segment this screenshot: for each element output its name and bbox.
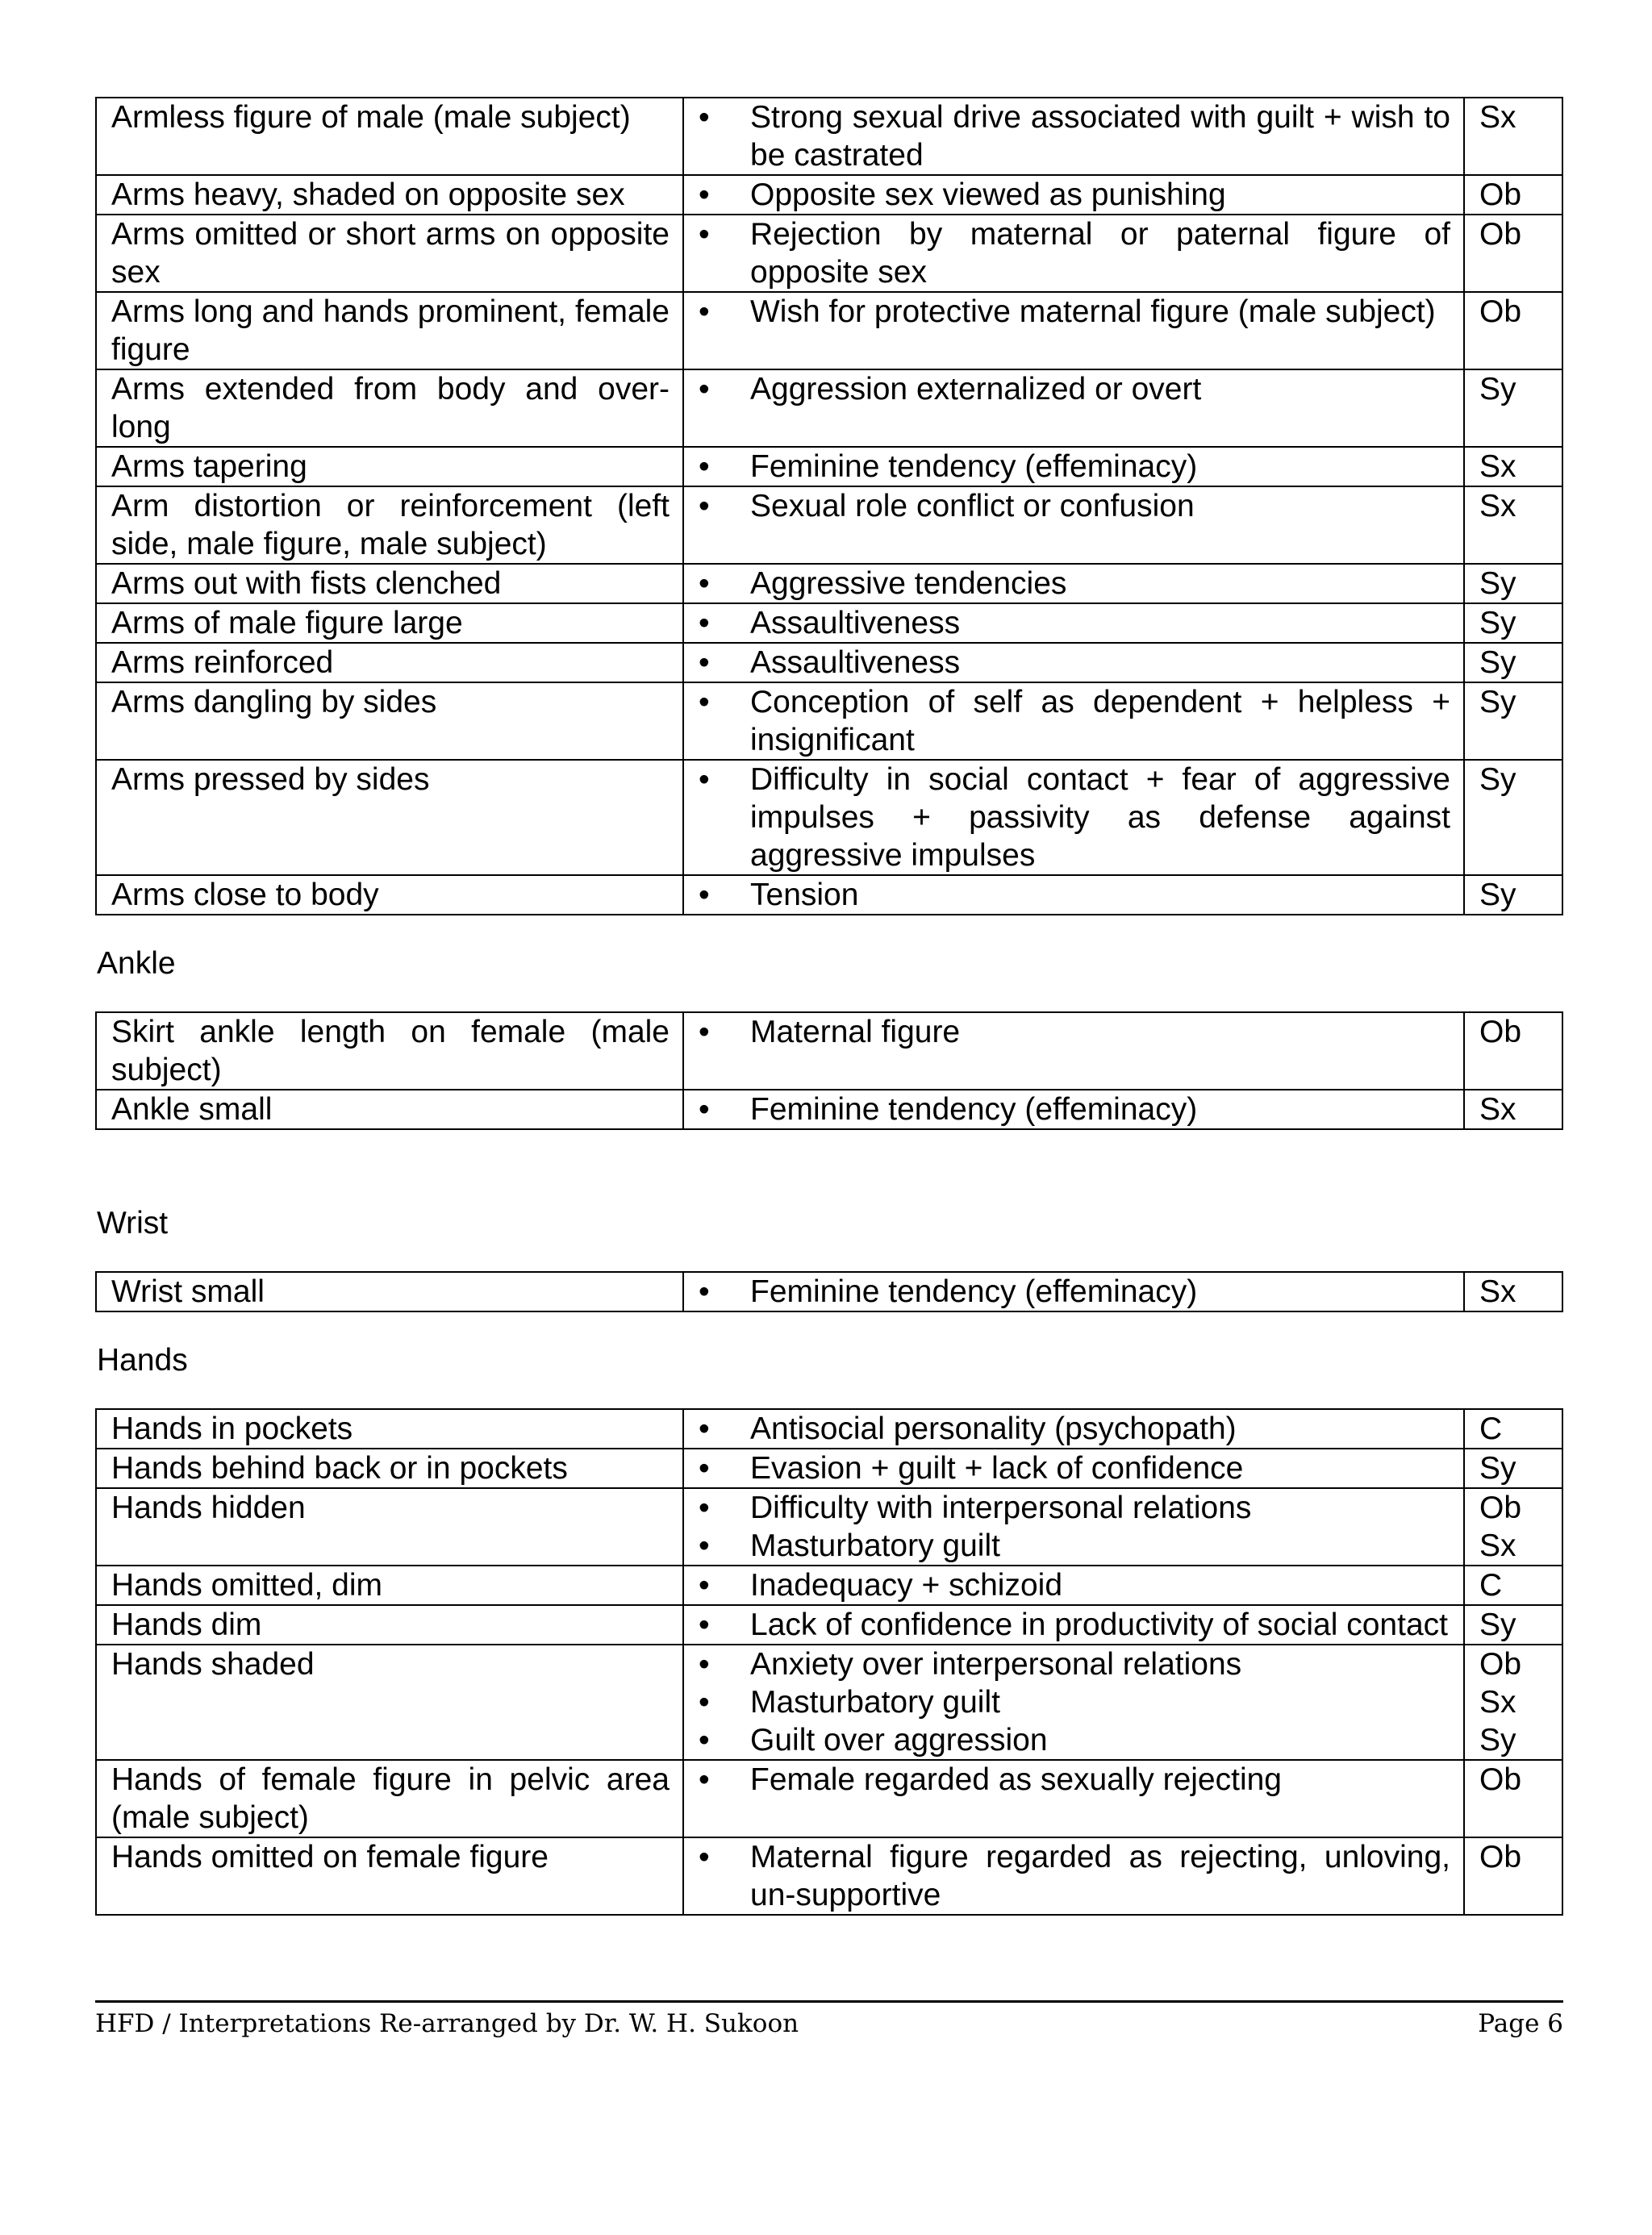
category-code: Ob xyxy=(1479,1762,1522,1797)
feature-cell: Arms close to body xyxy=(96,875,683,915)
interpretation-item xyxy=(699,761,1450,874)
table-row xyxy=(96,215,1562,292)
table-row xyxy=(96,98,1562,175)
feature-cell: Hands of female figure in pelvic area (male subject) xyxy=(96,1760,683,1837)
table-row xyxy=(96,447,1562,486)
interpretation-text: Tension xyxy=(750,878,859,912)
category-code: Sx xyxy=(1479,449,1516,484)
category-code-cell xyxy=(1464,215,1562,292)
category-code: Ob xyxy=(1479,217,1522,252)
category-code-cell xyxy=(1464,1449,1562,1488)
category-code: Sx xyxy=(1479,1092,1516,1127)
interpretation-item xyxy=(699,1013,1450,1051)
category-code-cell xyxy=(1464,875,1562,915)
interpretation-item xyxy=(699,293,1450,331)
feature-cell: Arms reinforced xyxy=(96,643,683,682)
category-code: Ob xyxy=(1479,1647,1522,1682)
interpretation-cell xyxy=(683,603,1464,643)
interpretation-text: Assaultiveness xyxy=(750,606,961,640)
interpretation-cell xyxy=(683,1566,1464,1605)
table-row xyxy=(96,643,1562,682)
category-code-cell xyxy=(1464,1760,1562,1837)
interpretation-item xyxy=(699,604,1450,642)
arms-table xyxy=(95,97,1563,915)
feature-cell: Armless figure of male (male subject) xyxy=(96,98,683,175)
interpretation-item xyxy=(699,370,1450,408)
feature-cell: Arms pressed by sides xyxy=(96,760,683,875)
bullet-icon: • xyxy=(699,1685,710,1720)
interpretation-item xyxy=(699,176,1450,214)
table-row xyxy=(96,1449,1562,1488)
bullet-icon: • xyxy=(699,606,710,640)
table-row xyxy=(96,175,1562,215)
table-row xyxy=(96,1645,1562,1760)
table-row xyxy=(96,1488,1562,1566)
interpretation-item xyxy=(699,1838,1450,1914)
category-code: Ob xyxy=(1479,1840,1522,1874)
bullet-icon: • xyxy=(699,1568,710,1603)
interpretation-text: Feminine tendency (effeminacy) xyxy=(750,1092,1198,1127)
interpretation-text: Conception of self as dependent + helpless + insignificant xyxy=(750,685,1450,757)
bullet-icon: • xyxy=(699,177,710,212)
table-row xyxy=(96,292,1562,369)
bullet-icon: • xyxy=(699,1607,710,1642)
category-code: Ob xyxy=(1479,1015,1522,1049)
interpretation-text: Assaultiveness xyxy=(750,645,961,680)
table-row xyxy=(96,1272,1562,1311)
bullet-icon: • xyxy=(699,1092,710,1127)
feature-cell: Hands hidden xyxy=(96,1488,683,1566)
interpretation-text: Guilt over aggression xyxy=(750,1723,1048,1758)
category-code-cell xyxy=(1464,486,1562,564)
wrist-table xyxy=(95,1271,1563,1312)
category-code: Sy xyxy=(1479,372,1516,407)
category-code-cell xyxy=(1464,603,1562,643)
interpretation-item xyxy=(699,98,1450,174)
category-code: Sx xyxy=(1479,100,1516,135)
category-code: Ob xyxy=(1479,1491,1522,1525)
table-row xyxy=(96,486,1562,564)
feature-cell: Arm distortion or reinforcement (left side, male figure, male subject) xyxy=(96,486,683,564)
interpretation-text: Feminine tendency (effeminacy) xyxy=(750,449,1198,484)
category-code: C xyxy=(1479,1568,1503,1603)
bullet-icon: • xyxy=(699,489,710,523)
interpretation-item xyxy=(699,487,1450,525)
table-row xyxy=(96,682,1562,760)
category-code-cell xyxy=(1464,292,1562,369)
feature-cell: Arms long and hands prominent, female figure xyxy=(96,292,683,369)
interpretation-text: Inadequacy + schizoid xyxy=(750,1568,1063,1603)
interpretation-cell xyxy=(683,760,1464,875)
category-code-cell xyxy=(1464,369,1562,447)
bullet-icon: • xyxy=(699,100,710,135)
category-code: C xyxy=(1479,1411,1503,1446)
interpretation-item xyxy=(699,1449,1450,1487)
category-code: Sy xyxy=(1479,1607,1516,1642)
category-code-cell xyxy=(1464,564,1562,603)
bullet-icon: • xyxy=(699,1411,710,1446)
interpretation-item xyxy=(699,1645,1450,1683)
page-footer xyxy=(95,2000,1563,2038)
category-code-cell xyxy=(1464,1566,1562,1605)
bullet-icon: • xyxy=(699,762,710,797)
bullet-icon: • xyxy=(699,1528,710,1563)
interpretation-text: Masturbatory guilt xyxy=(750,1685,1000,1720)
interpretation-cell xyxy=(683,447,1464,486)
category-code-cell xyxy=(1464,447,1562,486)
table-row xyxy=(96,1012,1562,1090)
feature-cell: Hands behind back or in pockets xyxy=(96,1449,683,1488)
feature-cell: Ankle small xyxy=(96,1090,683,1129)
table-row xyxy=(96,564,1562,603)
interpretation-item xyxy=(699,1489,1450,1527)
interpretation-text: Sexual role conflict or confusion xyxy=(750,489,1195,523)
interpretation-item xyxy=(699,683,1450,759)
table-row xyxy=(96,603,1562,643)
interpretation-text: Maternal figure regarded as rejecting, unloving, un-supportive xyxy=(750,1840,1450,1912)
category-code-cell xyxy=(1464,1837,1562,1915)
category-code: Sx xyxy=(1479,1274,1516,1309)
interpretation-cell xyxy=(683,1409,1464,1449)
interpretation-text: Rejection by maternal or paternal figure of opposite sex xyxy=(750,217,1450,290)
category-code: Sy xyxy=(1479,606,1516,640)
bullet-icon: • xyxy=(699,1274,710,1309)
interpretation-text: Lack of confidence in productivity of social contact xyxy=(750,1607,1448,1642)
interpretation-item xyxy=(699,644,1450,682)
interpretation-cell xyxy=(683,1488,1464,1566)
hands-table xyxy=(95,1408,1563,1916)
interpretation-cell xyxy=(683,1449,1464,1488)
feature-cell: Wrist small xyxy=(96,1272,683,1311)
category-code-cell xyxy=(1464,1090,1562,1129)
bullet-icon: • xyxy=(699,685,710,719)
category-code-cell xyxy=(1464,643,1562,682)
table-row xyxy=(96,1605,1562,1645)
interpretation-item xyxy=(699,876,1450,914)
feature-cell: Hands omitted, dim xyxy=(96,1566,683,1605)
feature-cell: Hands dim xyxy=(96,1605,683,1645)
feature-cell: Arms tapering xyxy=(96,447,683,486)
bullet-icon: • xyxy=(699,294,710,329)
bullet-icon: • xyxy=(699,566,710,601)
category-code-cell xyxy=(1464,1012,1562,1090)
interpretation-cell xyxy=(683,1605,1464,1645)
interpretation-item xyxy=(699,1683,1450,1721)
interpretation-cell xyxy=(683,486,1464,564)
interpretation-text: Maternal figure xyxy=(750,1015,961,1049)
interpretation-item xyxy=(699,1721,1450,1759)
interpretation-text: Female regarded as sexually rejecting xyxy=(750,1762,1283,1797)
category-code: Sy xyxy=(1479,1451,1516,1486)
interpretation-text: Evasion + guilt + lack of confidence xyxy=(750,1451,1244,1486)
bullet-icon: • xyxy=(699,645,710,680)
interpretation-cell xyxy=(683,98,1464,175)
bullet-icon: • xyxy=(699,1723,710,1758)
bullet-icon: • xyxy=(699,1491,710,1525)
table-row xyxy=(96,760,1562,875)
interpretation-item xyxy=(699,565,1450,603)
ankle-table xyxy=(95,1011,1563,1130)
category-code-cell xyxy=(1464,1605,1562,1645)
feature-cell: Arms of male figure large xyxy=(96,603,683,643)
bullet-icon: • xyxy=(699,1015,710,1049)
feature-cell: Skirt ankle length on female (male subject) xyxy=(96,1012,683,1090)
bullet-icon: • xyxy=(699,1762,710,1797)
bullet-icon: • xyxy=(699,449,710,484)
interpretation-cell xyxy=(683,1012,1464,1090)
interpretation-cell xyxy=(683,369,1464,447)
table-row xyxy=(96,1760,1562,1837)
category-code-cell xyxy=(1464,1488,1562,1566)
interpretation-text: Strong sexual drive associated with guilt + wish to be castrated xyxy=(750,100,1450,173)
table-row xyxy=(96,1566,1562,1605)
feature-cell: Arms dangling by sides xyxy=(96,682,683,760)
interpretation-text: Anxiety over interpersonal relations xyxy=(750,1647,1242,1682)
bullet-icon: • xyxy=(699,878,710,912)
category-code: Sy xyxy=(1479,762,1516,797)
table-row xyxy=(96,1837,1562,1915)
bullet-icon: • xyxy=(699,1840,710,1874)
category-code-cell xyxy=(1464,1272,1562,1311)
interpretation-cell xyxy=(683,1837,1464,1915)
interpretation-text: Wish for protective maternal figure (male subject) xyxy=(750,294,1436,329)
feature-cell: Arms out with fists clenched xyxy=(96,564,683,603)
interpretation-cell xyxy=(683,1272,1464,1311)
category-code: Sy xyxy=(1479,878,1516,912)
category-code-cell xyxy=(1464,1409,1562,1449)
page-number: Page 6 xyxy=(1478,2009,1563,2038)
interpretation-cell xyxy=(683,215,1464,292)
interpretation-cell xyxy=(683,643,1464,682)
interpretation-cell xyxy=(683,175,1464,215)
category-code-cell xyxy=(1464,682,1562,760)
feature-cell: Arms extended from body and over-long xyxy=(96,369,683,447)
table-row xyxy=(96,1090,1562,1129)
bullet-icon: • xyxy=(699,217,710,252)
interpretation-text: Antisocial personality (psychopath) xyxy=(750,1411,1237,1446)
category-code: Ob xyxy=(1479,294,1522,329)
interpretation-item xyxy=(699,1566,1450,1604)
interpretation-item xyxy=(699,1761,1450,1799)
bullet-icon: • xyxy=(699,1647,710,1682)
interpretation-text: Aggressive tendencies xyxy=(750,566,1067,601)
interpretation-item xyxy=(699,1090,1450,1128)
interpretation-item xyxy=(699,448,1450,486)
feature-cell: Hands shaded xyxy=(96,1645,683,1760)
category-code: Sx xyxy=(1479,1528,1516,1563)
section-heading-wrist: Wrist xyxy=(97,1206,169,1241)
page-content xyxy=(95,97,1562,1916)
bullet-icon: • xyxy=(699,1451,710,1486)
interpretation-text: Feminine tendency (effeminacy) xyxy=(750,1274,1198,1309)
interpretation-text: Difficulty in social contact + fear of aggressive impulses + passivity as defense against aggressive impulses xyxy=(750,762,1450,873)
category-code: Sx xyxy=(1479,1685,1516,1720)
interpretation-cell xyxy=(683,292,1464,369)
interpretation-cell xyxy=(683,1090,1464,1129)
interpretation-cell xyxy=(683,564,1464,603)
interpretation-text: Aggression externalized or overt xyxy=(750,372,1202,407)
category-code-cell xyxy=(1464,175,1562,215)
feature-cell: Arms heavy, shaded on opposite sex xyxy=(96,175,683,215)
category-code-cell xyxy=(1464,1645,1562,1760)
footer-credit: HFD / Interpretations Re-arranged by Dr. W. H. Sukoon xyxy=(95,2009,799,2038)
feature-cell: Hands in pockets xyxy=(96,1409,683,1449)
category-code: Sy xyxy=(1479,566,1516,601)
interpretation-cell xyxy=(683,682,1464,760)
interpretation-item xyxy=(699,1527,1450,1565)
category-code: Sy xyxy=(1479,645,1516,680)
section-heading-hands: Hands xyxy=(97,1343,188,1378)
interpretation-item xyxy=(699,215,1450,291)
interpretation-item xyxy=(699,1273,1450,1311)
table-row xyxy=(96,369,1562,447)
interpretation-text: Masturbatory guilt xyxy=(750,1528,1000,1563)
category-code: Sx xyxy=(1479,489,1516,523)
category-code: Ob xyxy=(1479,177,1522,212)
interpretation-item xyxy=(699,1606,1450,1644)
interpretation-cell xyxy=(683,1645,1464,1760)
section-heading-ankle: Ankle xyxy=(97,946,176,981)
bullet-icon: • xyxy=(699,372,710,407)
interpretation-cell xyxy=(683,1760,1464,1837)
category-code: Sy xyxy=(1479,1723,1516,1758)
category-code-cell xyxy=(1464,98,1562,175)
interpretation-cell xyxy=(683,875,1464,915)
table-row xyxy=(96,1409,1562,1449)
feature-cell: Arms omitted or short arms on opposite sex xyxy=(96,215,683,292)
interpretation-text: Difficulty with interpersonal relations xyxy=(750,1491,1252,1525)
feature-cell: Hands omitted on female figure xyxy=(96,1837,683,1915)
interpretation-item xyxy=(699,1410,1450,1448)
table-row xyxy=(96,875,1562,915)
interpretation-text: Opposite sex viewed as punishing xyxy=(750,177,1226,212)
category-code-cell xyxy=(1464,760,1562,875)
category-code: Sy xyxy=(1479,685,1516,719)
